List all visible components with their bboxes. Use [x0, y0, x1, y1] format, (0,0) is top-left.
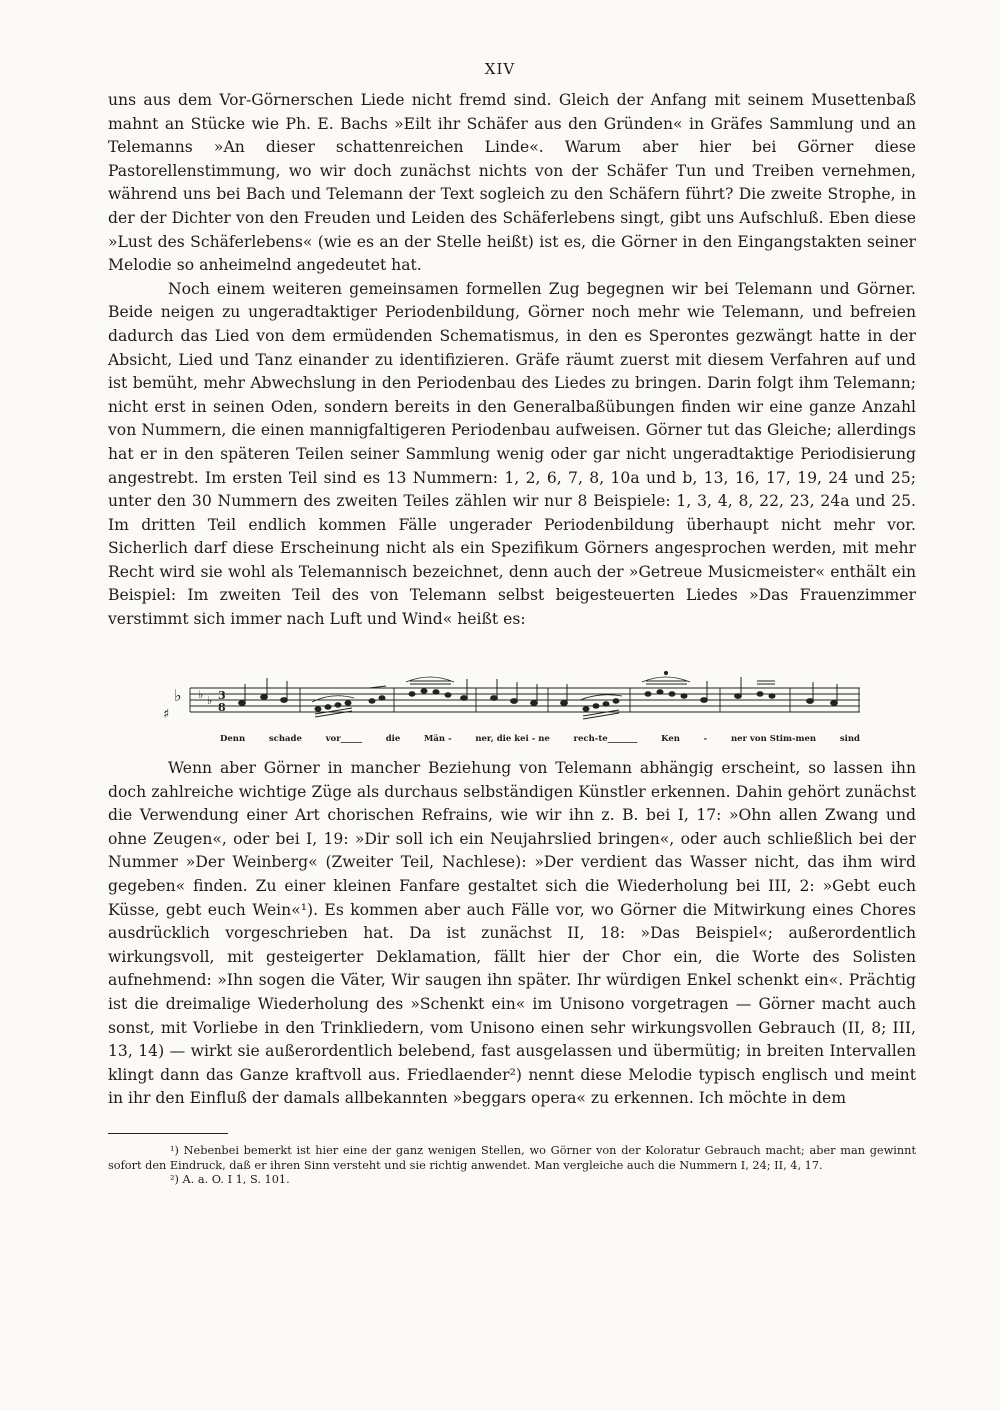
music-lyrics	[220, 734, 860, 744]
lyric-syllable: sind	[839, 734, 860, 744]
footnotes	[108, 1144, 916, 1188]
lyric-syllable: Män -	[424, 734, 452, 744]
lyric-syllable: schade	[268, 734, 302, 744]
svg-text:3: 3	[218, 689, 226, 702]
svg-text:8: 8	[218, 701, 226, 714]
body-text-bottom	[108, 757, 916, 1111]
body-text-top	[108, 89, 916, 632]
footnote: ²) A. a. O. I 1, S. 101.	[170, 1173, 290, 1186]
svg-text:♭: ♭	[207, 694, 213, 707]
page-number: XIV	[484, 60, 516, 78]
lyric-syllable: die	[385, 734, 401, 744]
lyric-syllable: ner, die kei - ne	[475, 734, 550, 744]
lyric-syllable: Denn	[220, 734, 246, 744]
paragraph: Wenn aber Görner in mancher Beziehung von Telemann abhängig erscheint, so lassen ihn doch zahlreiche wichtige Züge als durchaus selbständigen Künstler erkennen. Dahin gehört zunächst die Verwendung einer Art chorischen Refrains, wie wir ihn z. B. bei I, 17: »Ohn allen Zwang und ohne Zeugen«, oder bei I, 19: »Dir soll ich ein Neujahrslied bringen«, oder auch schließlich bei der Nummer »Der Weinberg« (Zweiter Teil, Nachlese): »Der verdient das Wasser nicht, das ihm wird gegeben« finden. Zu einer kleinen Fanfare gestaltet sich die Wiederholung bei III, 2: »Gebt euch Küsse, gebt euch Wein«¹). Es kommen aber auch Fälle vor, wo Görner die Mitwirkung eines Chores ausdrücklich vorgeschrieben hat. Da ist zunächst II, 18: »Das Beispiel«; außerordentlich wirkungsvoll, mit gesteigerter Deklamation, fällt hier der Chor ein, die Worte des Solisten aufnehmend: »Ihn sogen die Väter, Wir saugen ihn später. Ihr würdigen Enkel schenkt ein«. Prächtig ist die dreimalige Wiederholung des »Schenkt ein« im Unisono vorgetragen — Görner macht auch sonst, mit Vorliebe in den Trinkliedern, vom Unisono einen sehr wirkungsvollen Gebrauch (II, 8; III, 13, 14) — wirkt sie außerordentlich belebend, fast ausgelassen und übermütig; in breiten Intervallen klingt dann das Ganze kraftvoll aus. Friedlaender²) nennt diese Melodie typisch englisch und meint in ihr den Einfluß der damals allbekannten »beggars opera« zu erkennen. Ich möchte in dem	[108, 759, 916, 1108]
lyric-syllable: vor_____	[325, 734, 362, 744]
lyric-syllable: -	[703, 734, 708, 744]
footnote-divider	[108, 1133, 228, 1134]
music-staff	[160, 668, 860, 730]
svg-text:♯: ♯	[163, 707, 170, 722]
paragraph: uns aus dem Vor-Görnerschen Liede nicht fremd sind. Gleich der Anfang mit seinem Musettenbaß mahnt an Stücke wie Ph. E. Bachs »Eilt ihr Schäfer aus den Gründen« in Gräfes Sammlung und an Telemanns »An dieser schattenreichen Linde«. Warum aber hier bei Görner diese Pastorellenstimmung, wo wir doch zunächst nichts von der Schäfer Tun und Treiben vernehmen, während uns bei Bach und Telemann der Text sogleich zu den Schäfern führt? Die zweite Strophe, in der der Dichter von den Freuden und Leiden des Schäferlebens singt, gibt uns Aufschluß. Eben diese »Lust des Schäferlebens« (wie es an der Stelle heißt) ist es, die Görner in den Eingangstakten seiner Melodie so anheimelnd angedeutet hat.	[108, 91, 916, 275]
svg-text:♭: ♭	[198, 688, 204, 701]
svg-text:♭: ♭	[174, 686, 182, 705]
paragraph: Noch einem weiteren gemeinsamen formellen Zug begegnen wir bei Telemann und Görner. Beide neigen zu ungeradtaktiger Periodenbildung, Görner noch mehr wie Telemann, und befreien dadurch das Lied von dem ermüdenden Schematismus, in den es Sperontes gezwängt hatte in der Absicht, Lied und Tanz einander zu identifizieren. Gräfe räumt zuerst mit diesem Verfahren auf und ist bemüht, mehr Abwechslung in den Periodenbau des Liedes zu bringen. Darin folgt ihm Telemann; nicht erst in seinen Oden, sondern bereits in den Generalbaßübungen finden wir eine ganze Anzahl von Nummern, die einen mannigfaltigeren Periodenbau aufweisen. Görner tut das Gleiche; allerdings hat er in den späteren Teilen seiner Sammlung wenig oder gar nicht ungeradtaktige Periodisierung angestrebt. Im ersten Teil sind es 13 Nummern: 1, 2, 6, 7, 8, 10a und b, 13, 16, 17, 19, 24 und 25; unter den 30 Nummern des zweiten Teiles zählen wir nur 8 Beispiele: 1, 3, 4, 8, 22, 23, 24a und 25. Im dritten Teil endlich kommen Fälle ungerader Periodenbildung überhaupt nicht mehr vor. Sicherlich darf diese Erscheinung nicht als ein Spezifikum Görners angesprochen werden, mit mehr Recht wird sie wohl als Telemannisch bezeichnet, denn auch der »Getreue Musicmeister« enthält ein Beispiel: Im zweiten Teil des von Telemann selbst beigesteuerten Liedes »Das Frauenzimmer verstimmt sich immer nach Luft und Wind« heißt es:	[108, 279, 916, 629]
lyric-syllable: ner von Stim-men	[730, 734, 817, 744]
lyric-syllable: Ken	[661, 734, 680, 744]
footnote: ¹) Nebenbei bemerkt ist hier eine der ganz wenigen Stellen, wo Görner von der Koloratur Gebrauch macht; aber man gewinnt sofort den Eindruck, daß er ihren Sinn versteht und sie richtig anwendet. Man vergleiche auch die Nummern I, 24; II, 4, 17.	[108, 1144, 916, 1172]
music-example	[160, 668, 860, 748]
lyric-syllable: rech-te_______	[573, 734, 638, 744]
